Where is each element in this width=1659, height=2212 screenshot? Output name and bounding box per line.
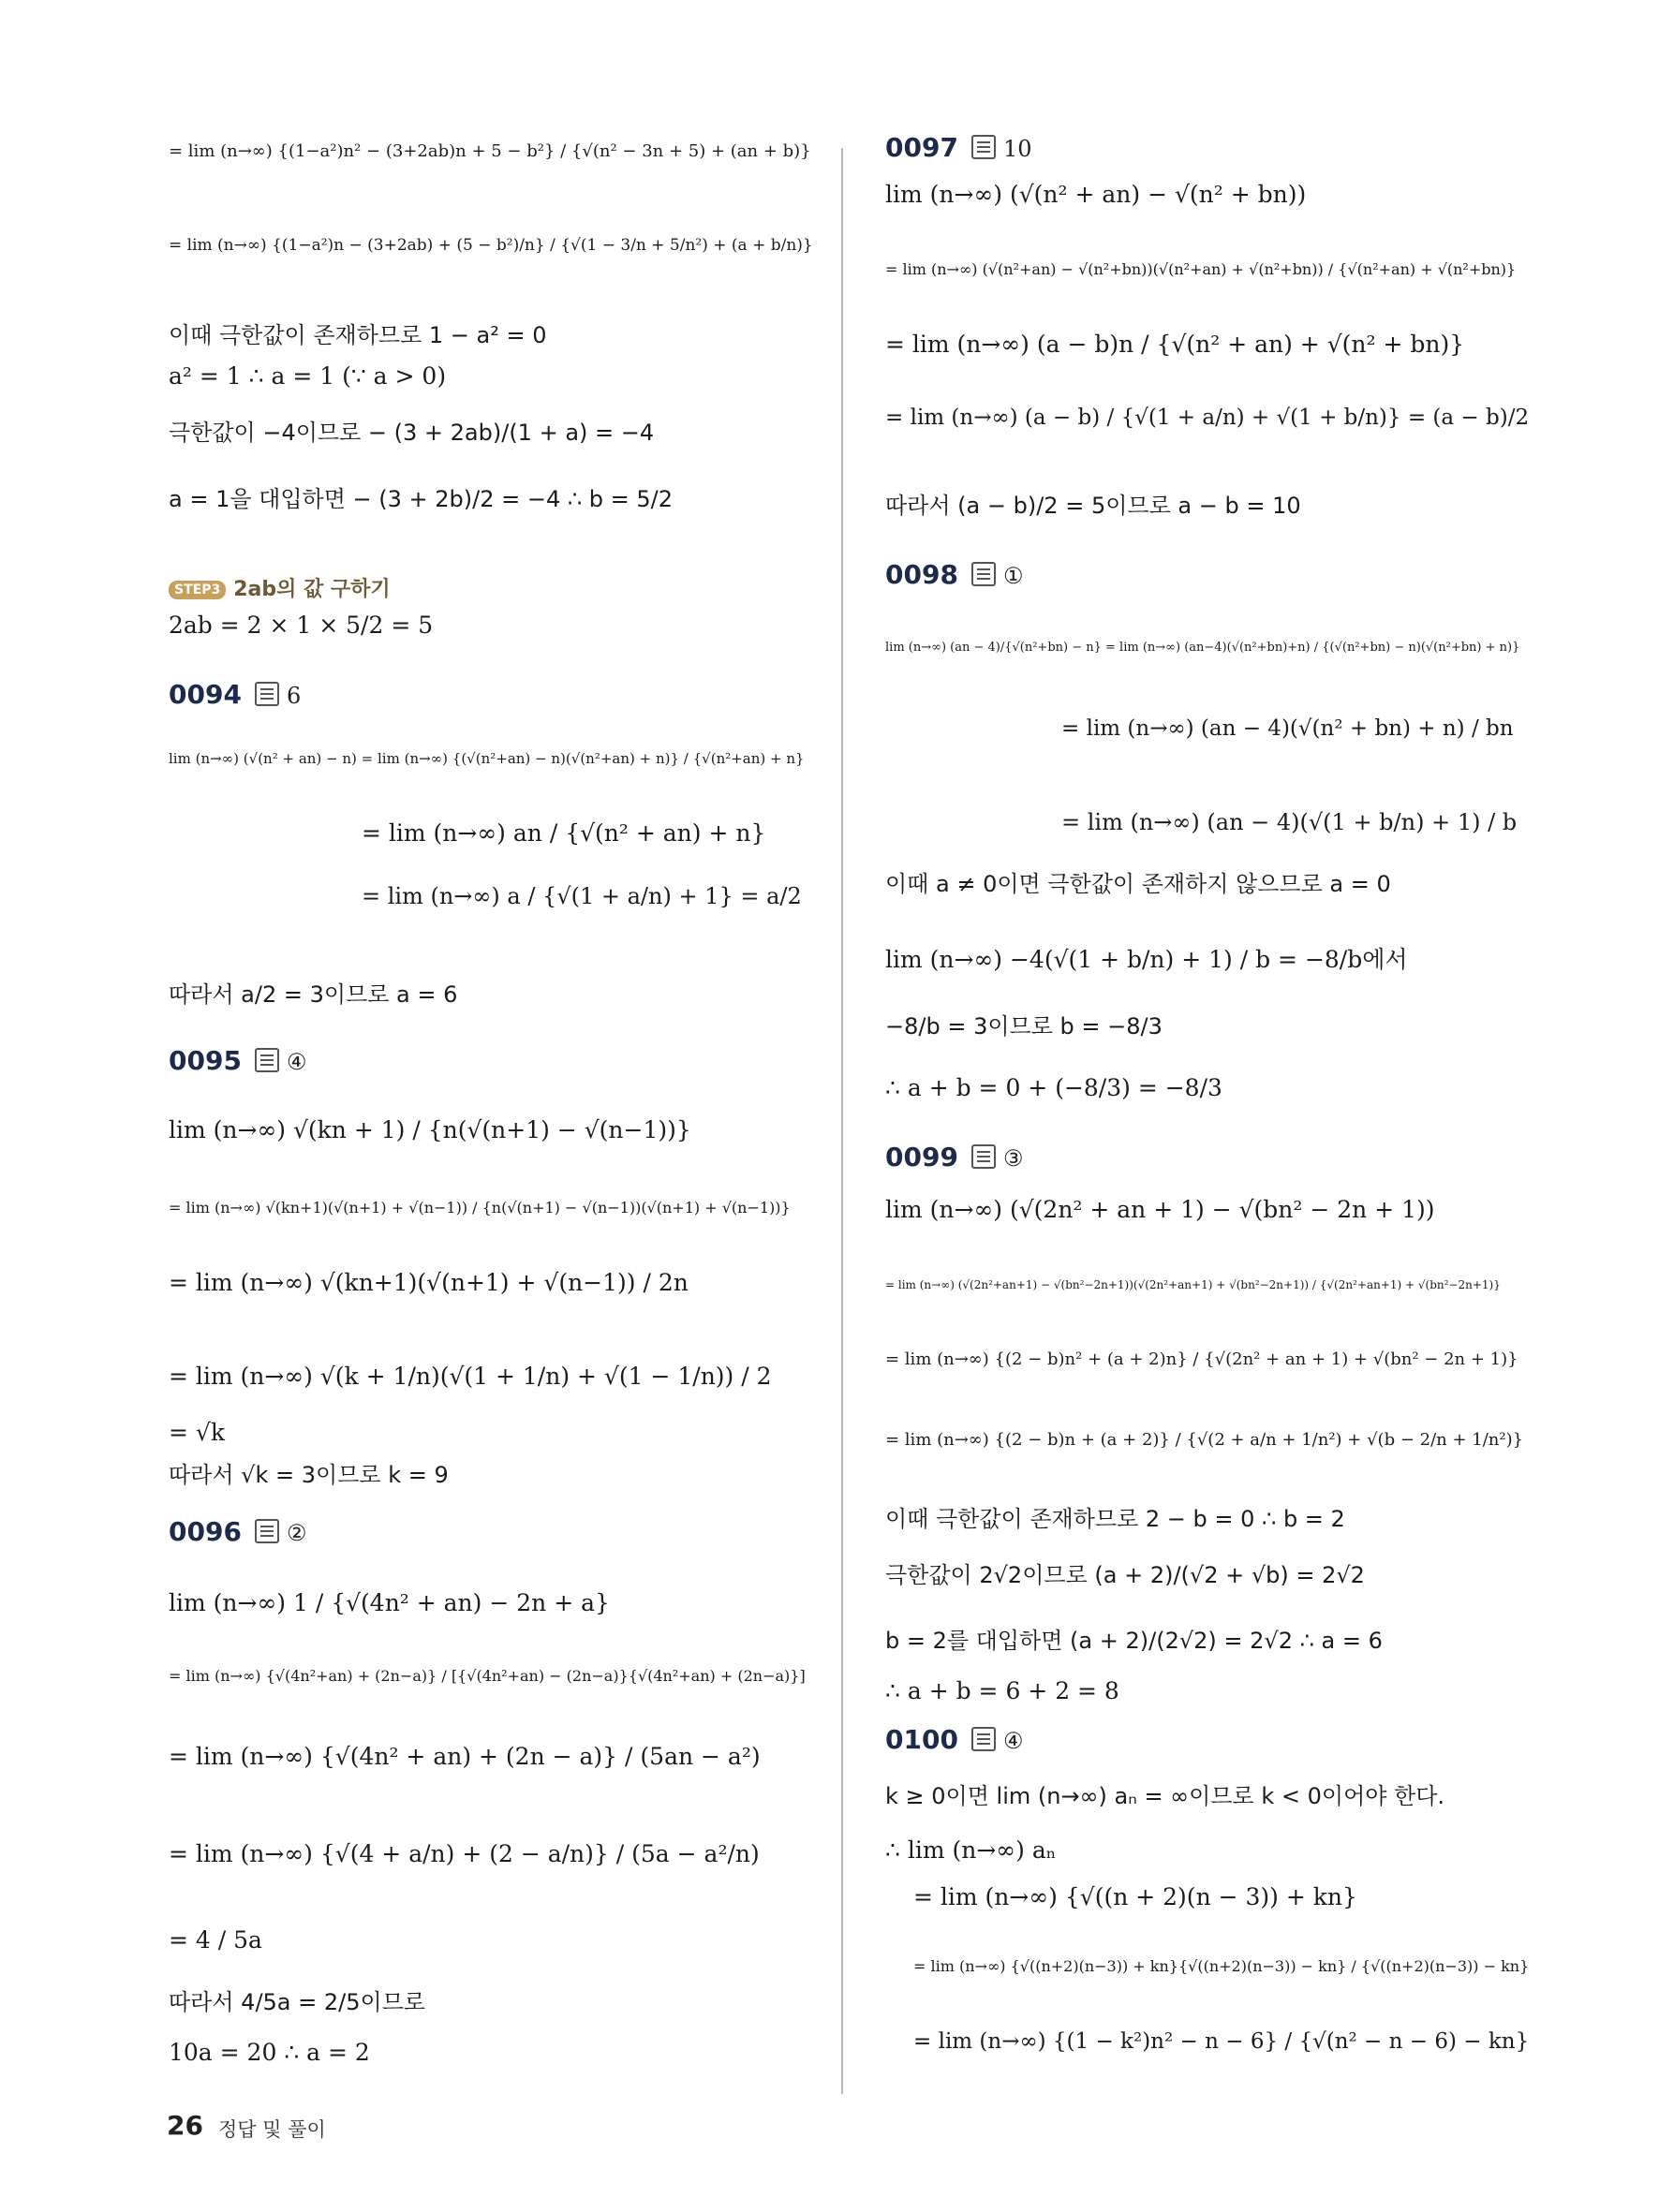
problem-number: 0100 (885, 1724, 958, 1755)
right-column-line: 이때 극한값이 존재하므로 2 − b = 0 ∴ b = 2 (885, 1506, 1345, 1532)
left-column-line: = lim (n→∞) {√(4n²+an) + (2n−a)} / [{√(4n²+an) − (2n−a)}{√(4n²+an) + (2n−a)}] (169, 1667, 806, 1685)
problem-answer: ③ (1002, 1145, 1024, 1172)
right-column-line: = lim (n→∞) {(2 − b)n + (a + 2)} / {√(2 + a/n + 1/n²) + √(b − 2/n + 1/n²)} (885, 1430, 1524, 1450)
right-column-line: ∴ lim (n→∞) aₙ (885, 1836, 1057, 1864)
answer-icon (971, 1727, 996, 1751)
left-column-line: lim (n→∞) √(kn + 1) / {n(√(n+1) − √(n−1))} (169, 1116, 691, 1143)
right-column-line: = lim (n→∞) (√(2n²+an+1) − √(bn²−2n+1))(√(2n²+an+1) + √(bn²−2n+1)) / {√(2n²+an+1) + √(bn²−2n+1)} (885, 1278, 1501, 1291)
right-column-line: ∴ a + b = 0 + (−8/3) = −8/3 (885, 1074, 1222, 1101)
right-column-line: lim (n→∞) (√(n² + an) − √(n² + bn)) (885, 181, 1307, 208)
problem-number: 0098 (885, 559, 958, 590)
problem-number: 0097 (885, 132, 958, 163)
right-column-line: k ≥ 0이면 lim (n→∞) aₙ = ∞이므로 k < 0이어야 한다. (885, 1783, 1445, 1809)
problem-answer: ④ (1002, 1728, 1024, 1754)
page-number: 26 (167, 2110, 203, 2141)
left-column-line: = lim (n→∞) √(kn+1)(√(n+1) + √(n−1)) / 2n (169, 1269, 689, 1296)
left-column-line: = lim (n→∞) {(1−a²)n² − (3+2ab)n + 5 − b²} / {√(n² − 3n + 5) + (an + b)} (169, 141, 811, 161)
right-column-line: −8/b = 3이므로 b = −8/3 (885, 1013, 1163, 1040)
right-column-line: lim (n→∞) −4(√(1 + b/n) + 1) / b = −8/b에서 (885, 946, 1408, 973)
left-column-line: = lim (n→∞) a / {√(1 + a/n) + 1} = a/2 (362, 883, 802, 909)
column-divider (841, 148, 843, 2094)
left-column-line: 따라서 √k = 3이므로 k = 9 (169, 1462, 449, 1488)
problem-number: 0096 (169, 1516, 242, 1547)
left-column-line: 따라서 4/5a = 2/5이므로 (169, 1989, 426, 2015)
problem-answer: ① (1002, 563, 1024, 589)
right-column-line: = lim (n→∞) {(2 − b)n² + (a + 2)n} / {√(2n² + an + 1) + √(bn² − 2n + 1)} (885, 1349, 1518, 1369)
right-column-line: b = 2를 대입하면 (a + 2)/(2√2) = 2√2 ∴ a = 6 (885, 1628, 1383, 1654)
right-column-line: = lim (n→∞) {√((n + 2)(n − 3)) + kn} (913, 1883, 1357, 1910)
answer-icon (971, 1144, 996, 1169)
left-column-line: = lim (n→∞) {√(4 + a/n) + (2 − a/n)} / (5a − a²/n) (169, 1840, 760, 1867)
left-column-line: = 4 / 5a (169, 1926, 262, 1954)
left-column-line: = lim (n→∞) {(1−a²)n − (3+2ab) + (5 − b²)/n} / {√(1 − 3/n + 5/n²) + (a + b/n)} (169, 236, 813, 255)
right-column-line: lim (n→∞) (an − 4)/{√(n²+bn) − n} = lim (n→∞) (an−4)(√(n²+bn)+n) / {(√(n²+bn) − n)(√(n²+bn) + n)} (885, 641, 1520, 655)
left-column-line: lim (n→∞) (√(n² + an) − n) = lim (n→∞) {(√(n²+an) − n)(√(n²+an) + n)} / {√(n²+an) + n} (169, 750, 805, 767)
right-column-line: 따라서 (a − b)/2 = 5이므로 a − b = 10 (885, 493, 1301, 519)
right-column-line: 이때 a ≠ 0이면 극한값이 존재하지 않으므로 a = 0 (885, 871, 1391, 897)
problem-answer: 6 (286, 683, 302, 709)
problem-0094 (169, 679, 301, 712)
answer-icon (971, 562, 996, 586)
problem-answer: ④ (286, 1049, 307, 1075)
left-column-line: = lim (n→∞) √(k + 1/n)(√(1 + 1/n) + √(1 − 1/n)) / 2 (169, 1363, 772, 1390)
left-column-line: = lim (n→∞) an / {√(n² + an) + n} (362, 819, 766, 847)
problem-number: 0099 (885, 1142, 958, 1172)
problem-0099 (885, 1142, 1023, 1174)
problem-0097 (885, 132, 1031, 165)
left-column-line: a² = 1 ∴ a = 1 (∵ a > 0) (169, 362, 447, 390)
answer-icon (255, 682, 279, 706)
problem-0095 (169, 1045, 306, 1078)
right-column-line: 극한값이 2√2이므로 (a + 2)/(√2 + √b) = 2√2 (885, 1562, 1365, 1588)
right-column-line: lim (n→∞) (√(2n² + an + 1) − √(bn² − 2n + 1)) (885, 1196, 1435, 1223)
left-column-line: = lim (n→∞) {√(4n² + an) + (2n − a)} / (5an − a²) (169, 1743, 761, 1770)
left-column-line: 따라서 a/2 = 3이므로 a = 6 (169, 981, 458, 1008)
right-column-line: = lim (n→∞) (√(n²+an) − √(n²+bn))(√(n²+an) + √(n²+bn)) / {√(n²+an) + √(n²+bn)} (885, 260, 1517, 278)
problem-answer: ② (286, 1520, 307, 1546)
left-column-line: = lim (n→∞) √(kn+1)(√(n+1) + √(n−1)) / {n(√(n+1) − √(n−1))(√(n+1) + √(n−1))} (169, 1199, 791, 1217)
left-column-line: lim (n→∞) 1 / {√(4n² + an) − 2n + a} (169, 1589, 610, 1616)
problem-0098 (885, 559, 1023, 592)
left-column-line: 이때 극한값이 존재하므로 1 − a² = 0 (169, 322, 547, 348)
left-column-line: 2ab = 2 × 1 × 5/2 = 5 (169, 612, 434, 639)
problem-0096 (169, 1516, 306, 1549)
left-column-line: 극한값이 −4이므로 − (3 + 2ab)/(1 + a) = −4 (169, 420, 655, 446)
answer-icon (255, 1048, 279, 1072)
step-badge: STEP3 (169, 581, 226, 599)
problem-number: 0094 (169, 679, 242, 710)
left-column-line: = √k (169, 1419, 225, 1446)
right-column-line: = lim (n→∞) {√((n+2)(n−3)) + kn}{√((n+2)(n−3)) − kn} / {√((n+2)(n−3)) − kn} (913, 1957, 1530, 1975)
right-column-line: = lim (n→∞) (a − b) / {√(1 + a/n) + √(1 + b/n)} = (a − b)/2 (885, 406, 1530, 430)
right-column-line: = lim (n→∞) {(1 − k²)n² − n − 6} / {√(n² − n − 6) − kn} (913, 2029, 1530, 2054)
step3-heading (169, 573, 391, 602)
problem-answer: 10 (1002, 136, 1032, 162)
footer-label: 정답 및 풀이 (218, 2118, 326, 2141)
answer-icon (255, 1519, 279, 1543)
answer-icon (971, 135, 996, 159)
right-column-line: ∴ a + b = 6 + 2 = 8 (885, 1677, 1119, 1704)
left-column-line: 10a = 20 ∴ a = 2 (169, 2039, 370, 2066)
step-text: 2ab의 값 구하기 (233, 578, 391, 601)
left-column-line: a = 1을 대입하면 − (3 + 2b)/2 = −4 ∴ b = 5/2 (169, 486, 673, 512)
problem-number: 0095 (169, 1045, 242, 1076)
right-column-line: = lim (n→∞) (an − 4)(√(1 + b/n) + 1) / b (1061, 809, 1518, 835)
right-column-line: = lim (n→∞) (an − 4)(√(n² + bn) + n) / bn (1061, 716, 1514, 741)
right-column-line: = lim (n→∞) (a − b)n / {√(n² + an) + √(n² + bn)} (885, 331, 1465, 358)
problem-0100 (885, 1724, 1023, 1757)
